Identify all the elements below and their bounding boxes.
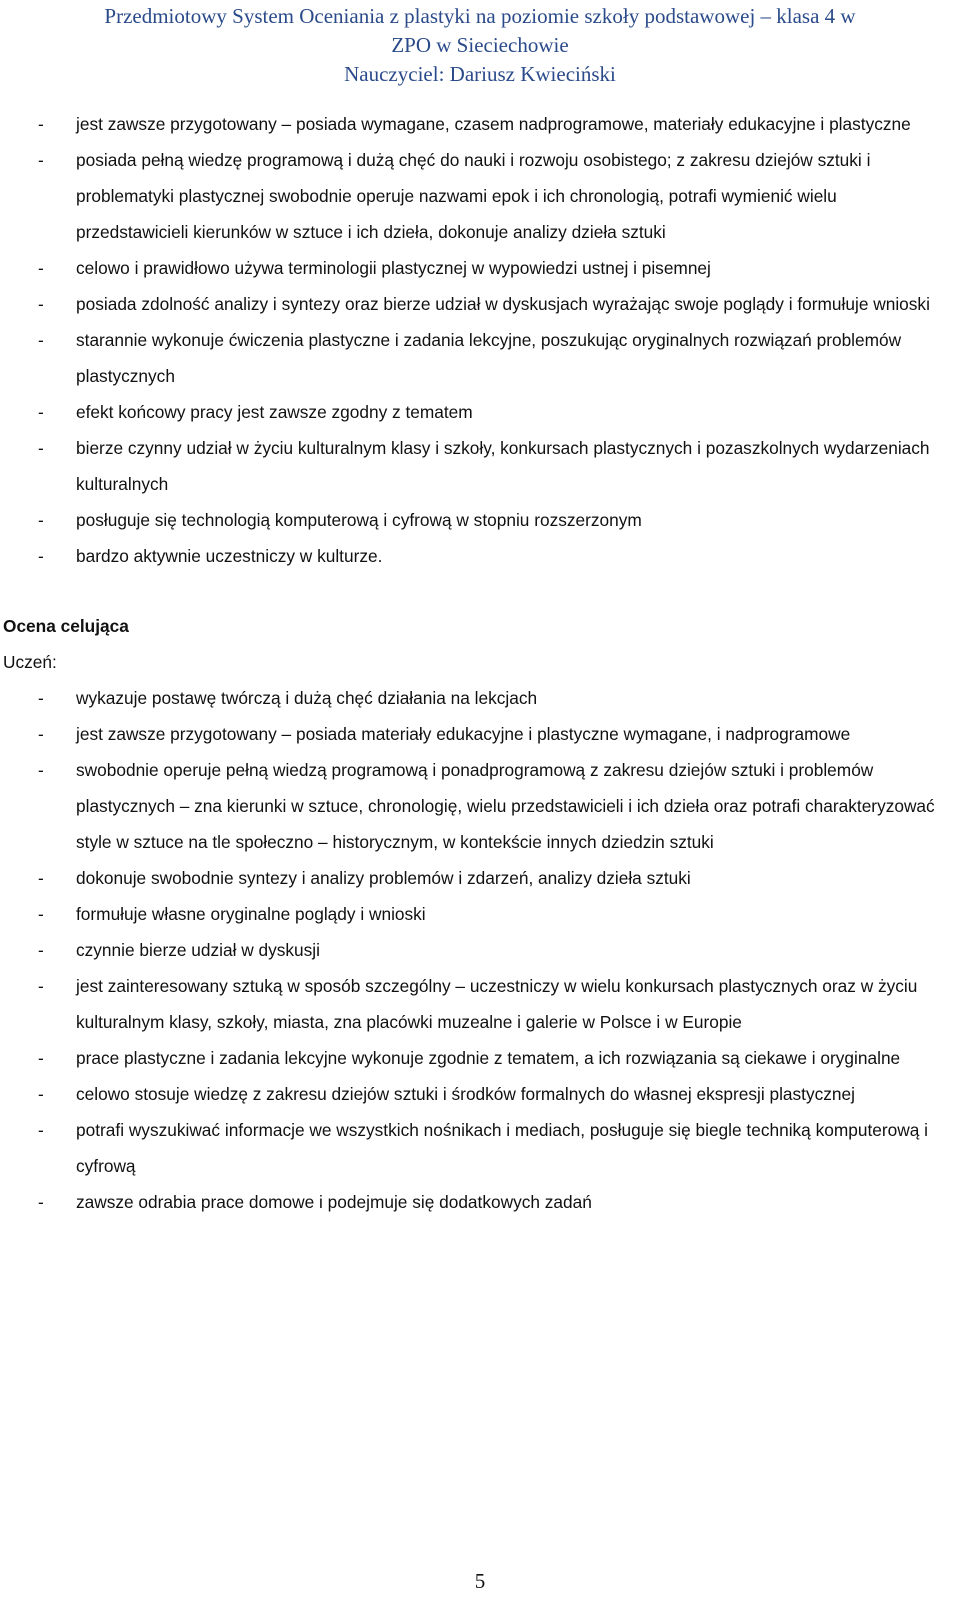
list-item: - jest zawsze przygotowany – posiada materiały edukacyjne i plastyczne wymagane, i nadprogramowe <box>0 716 960 752</box>
list-item: - prace plastyczne i zadania lekcyjne wykonuje zgodnie z tematem, a ich rozwiązania są ciekawe i oryginalne <box>0 1040 960 1076</box>
header-title-line: Przedmiotowy System Oceniania z plastyki na poziomie szkoły podstawowej – klasa 4 w <box>104 4 856 28</box>
list-item: - bardzo aktywnie uczestniczy w kulturze. <box>0 538 960 574</box>
section-intro: Uczeń: <box>3 652 57 672</box>
list-item: - dokonuje swobodnie syntezy i analizy problemów i zdarzeń, analizy dzieła sztuki <box>0 860 960 896</box>
header-school-line: ZPO w Sieciechowie <box>391 33 569 57</box>
list-item: - celowo i prawidłowo używa terminologii plastycznej w wypowiedzi ustnej i pisemnej <box>0 250 960 286</box>
list-item: - formułuje własne oryginalne poglądy i wnioski <box>0 896 960 932</box>
list-item: - czynnie bierze udział w dyskusji <box>0 932 960 968</box>
criteria-list-previous-grade <box>0 106 960 574</box>
list-item: - potrafi wyszukiwać informacje we wszystkich nośnikach i mediach, posługuje się biegle techniką komputerową i cyfrową <box>0 1112 960 1184</box>
page-number: 5 <box>474 1569 486 1593</box>
list-item: - wykazuje postawę twórczą i dużą chęć działania na lekcjach <box>0 680 960 716</box>
list-item: - posiada zdolność analizy i syntezy oraz bierze udział w dyskusjach wyrażając swoje poglądy i formułuje wnioski <box>0 286 960 322</box>
list-item: - swobodnie operuje pełną wiedzą programową i ponadprogramową z zakresu dziejów sztuki i problemów plastycznych – zna kierunki w sztuce, chronologię, wielu przedstawicieli i ich dzieła oraz potrafi charakteryzować style w sztuce na tle społeczno – historycznym, w kontekście innych dziedzin sztuki <box>0 752 960 860</box>
list-item: - efekt końcowy pracy jest zawsze zgodny z tematem <box>0 394 960 430</box>
list-item: - jest zainteresowany sztuką w sposób szczególny – uczestniczy w wielu konkursach plastycznych oraz w życiu kulturalnym klasy, szkoły, miasta, zna placówki muzealne i galerie w Polsce i w Europie <box>0 968 960 1040</box>
list-item: - posługuje się technologią komputerową i cyfrową w stopniu rozszerzonym <box>0 502 960 538</box>
list-item: - jest zawsze przygotowany – posiada wymagane, czasem nadprogramowe, materiały edukacyjne i plastyczne <box>0 106 960 142</box>
list-item: - zawsze odrabia prace domowe i podejmuje się dodatkowych zadań <box>0 1184 960 1220</box>
criteria-list-excellent-grade <box>0 680 960 1220</box>
list-item: - starannie wykonuje ćwiczenia plastyczne i zadania lekcyjne, poszukując oryginalnych rozwiązań problemów plastycznych <box>0 322 960 394</box>
document-body <box>0 106 960 1220</box>
list-item: - bierze czynny udział w życiu kulturalnym klasy i szkoły, konkursach plastycznych i pozaszkolnych wydarzeniach kulturalnych <box>0 430 960 502</box>
section-heading: Ocena celująca <box>3 616 129 636</box>
header-teacher-line: Nauczyciel: Dariusz Kwieciński <box>344 62 616 86</box>
page-header <box>0 2 960 89</box>
list-item: - celowo stosuje wiedzę z zakresu dziejów sztuki i środków formalnych do własnej ekspresji plastycznej <box>0 1076 960 1112</box>
list-item: - posiada pełną wiedzę programową i dużą chęć do nauki i rozwoju osobistego; z zakresu dziejów sztuki i problematyki plastycznej swobodnie operuje nazwami epok i ich chronologią, potrafi wymienić wielu przedstawicieli kierunków w sztuce i ich dzieła, dokonuje analizy dzieła sztuki <box>0 142 960 250</box>
